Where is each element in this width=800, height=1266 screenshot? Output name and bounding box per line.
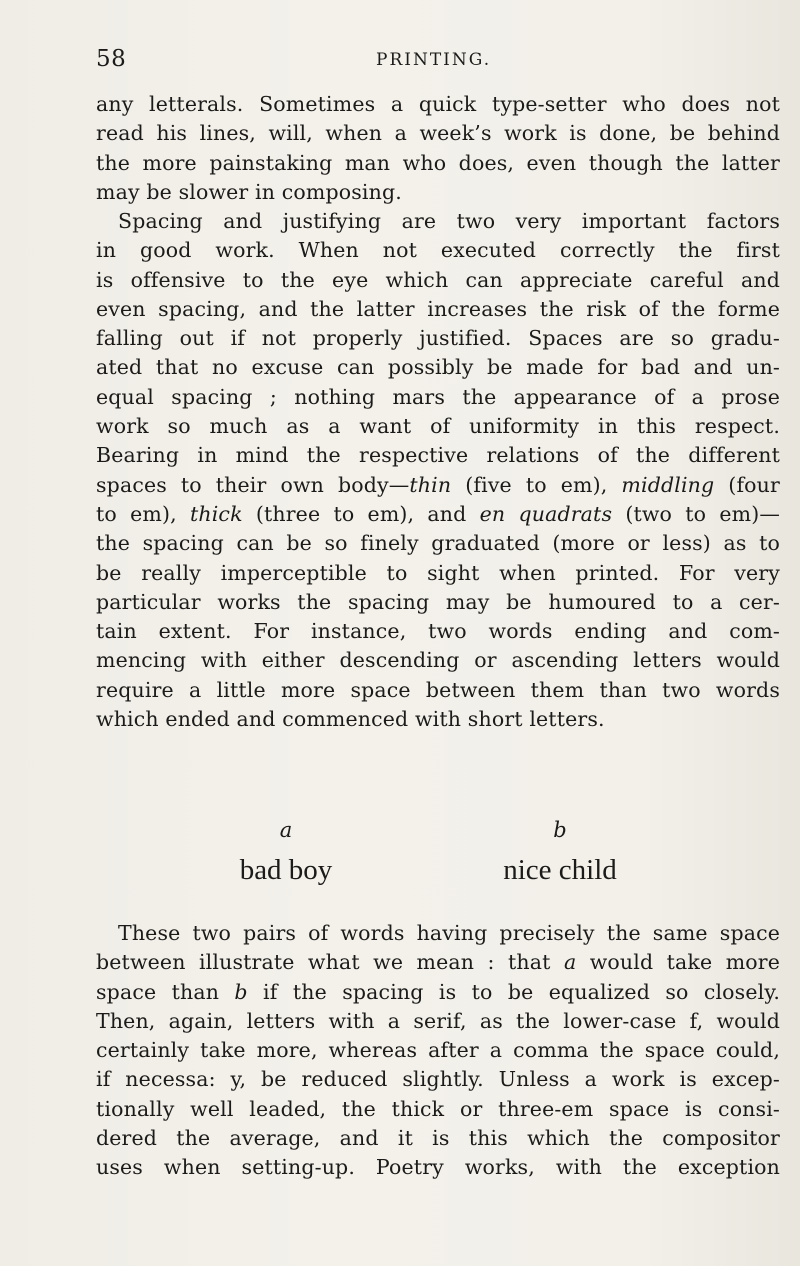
- text-line: falling out if not properly justified. Spaces are so gradu-: [96, 326, 780, 351]
- example-word-b: nice child: [503, 854, 617, 886]
- paragraph-2: [96, 207, 780, 734]
- text-line: Bearing in mind the respective relations of the different: [96, 443, 780, 468]
- text-line: tionally well leaded, the thick or three-em space is consi-: [96, 1096, 780, 1121]
- example-label-a: a: [279, 818, 293, 842]
- italic-thin: thin: [409, 472, 452, 497]
- page-header: [96, 46, 780, 76]
- italic-b: b: [234, 979, 248, 1004]
- text-line: if necessa: y, be reduced slightly. Unless a work is excep-: [96, 1067, 780, 1092]
- text-line: require a little more space between them than two words: [96, 677, 780, 702]
- paragraph-3: [96, 919, 780, 1183]
- text-line: Spacing and justifying are two very important factors: [118, 209, 780, 233]
- italic-en-quadrats: en quadrats: [479, 501, 613, 526]
- text-line: may be slower in composing.: [96, 179, 402, 204]
- text-line: read his lines, will, when a week’s work is done, be behind: [96, 121, 780, 146]
- text-line: These two pairs of words having precisely the same space: [118, 921, 780, 945]
- text-line: ated that no excuse can possibly be made for bad and un-: [96, 355, 780, 380]
- text-line: tain extent. For instance, two words ending and com-: [96, 619, 780, 644]
- spacing-example: [0, 816, 800, 896]
- text-line: work so much as a want of uniformity in this respect.: [96, 414, 780, 439]
- text-line: particular works the spacing may be humoured to a cer-: [96, 589, 780, 614]
- text-line: uses when setting-up. Poetry works, with the exception: [96, 1155, 780, 1180]
- text-line: dered the average, and it is this which the compositor: [96, 1126, 780, 1151]
- paragraph-1: [96, 90, 780, 207]
- italic-a: a: [563, 950, 577, 975]
- text-line: between illustrate what we mean : that a would take more: [96, 950, 781, 975]
- text-line: even spacing, and the latter increases the risk of the forme: [96, 296, 780, 321]
- example-word-a: bad boy: [239, 854, 333, 886]
- text-line: is offensive to the eye which can appreciate careful and: [96, 267, 780, 292]
- italic-thick: thick: [189, 501, 243, 526]
- text-line: spaces to their own body—thin (five to em), middling (four: [96, 472, 780, 497]
- page-number: 58: [96, 46, 127, 72]
- text-line: the more painstaking man who does, even though the latter: [96, 150, 780, 175]
- text-line: equal spacing ; nothing mars the appearance of a prose: [96, 384, 780, 409]
- text-line: which ended and commenced with short letters.: [96, 707, 605, 732]
- example-a: [206, 816, 366, 890]
- text-line: space than b if the spacing is to be equalized so closely.: [96, 979, 781, 1004]
- text-line: certainly take more, whereas after a comma the space could,: [96, 1038, 780, 1063]
- text-line: Then, again, letters with a serif, as the lower-case f, would: [96, 1008, 780, 1033]
- text-line: mencing with either descending or ascending letters would: [96, 648, 780, 673]
- example-label-b: b: [553, 818, 567, 842]
- text-line: be really imperceptible to sight when printed. For very: [96, 560, 780, 585]
- text-line: any letterals. Sometimes a quick type-setter who does not: [96, 92, 780, 116]
- text-line: in good work. When not executed correctly the first: [96, 238, 780, 263]
- text-line: to em), thick (three to em), and en quadrats (two to em)—: [96, 501, 781, 526]
- text-line: the spacing can be so finely graduated (more or less) as to: [96, 531, 780, 556]
- running-head: PRINTING.: [376, 50, 492, 70]
- example-b: [460, 816, 660, 890]
- italic-middling: middling: [621, 472, 715, 497]
